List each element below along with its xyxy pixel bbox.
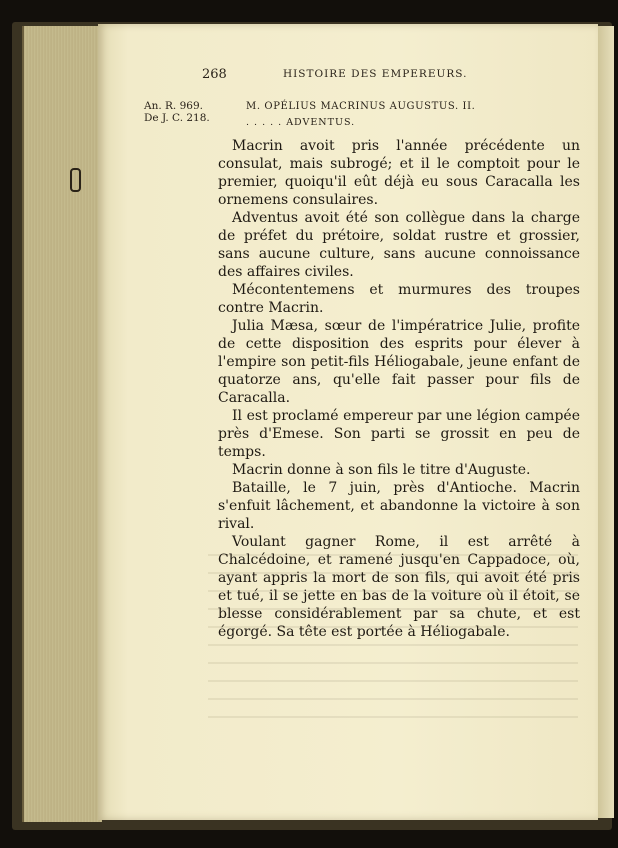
page-header: [98, 67, 598, 83]
page-number: 268: [202, 67, 227, 82]
margin-note-line-2: De J. C. 218.: [144, 112, 210, 124]
margin-date-note: [144, 100, 210, 124]
paragraph-8: Voulant gagner Rome, il est arrêté à Chalcédoine, et ramené jusqu'en Cappadoce, où, ayant appris la mort de son fils, qui avoit été pris et tué, il se jette en bas de la voiture où il étoit, se blesse considérablement par sa chute, et est égorgé. Sa tête est portée à Héliogabale.: [218, 534, 580, 640]
next-page-edge: [597, 26, 614, 818]
paragraph-3: Mécontentemens et murmures des troupes contre Macrin.: [218, 282, 580, 316]
paragraph-2: Adventus avoit été son collègue dans la charge de préfet du prétoire, soldat rustre et grossier, sans aucune culture, sans aucune connoissance des affaires civiles.: [218, 210, 580, 280]
paragraph-5: Il est proclamé empereur par une légion campée près d'Emese. Son parti se grossit en peu de temps.: [218, 408, 580, 460]
running-title: HISTOIRE DES EMPEREURS.: [283, 68, 468, 80]
paragraph-1: Macrin avoit pris l'année précédente un consulat, mais subrogé; et il le comptoit pour le premier, quoiqu'il eût déjà eu sous Caracalla les ornemens consulaires.: [218, 138, 580, 208]
bleed-through-text: [208, 554, 578, 754]
paragraph-7: Bataille, le 7 juin, près d'Antioche. Macrin s'enfuit lâchement, et abandonne la victoire à son rival.: [218, 480, 580, 532]
paragraph-6: Macrin donne à son fils le titre d'Auguste.: [232, 462, 531, 478]
section-title: M. OPÉLIUS MACRINUS AUGUSTUS. II.: [246, 101, 476, 112]
paper-clip-mark: [70, 168, 81, 192]
page-edges: [22, 26, 102, 822]
section-subtitle: . . . . . ADVENTUS.: [246, 117, 356, 128]
book-page: [98, 24, 598, 820]
margin-note-line-1: An. R. 969.: [144, 100, 203, 112]
paragraph-4: Julia Mæsa, sœur de l'impératrice Julie, profite de cette disposition des esprits pour élever à l'empire son petit-fils Héliogabale, jeune enfant de quatorze ans, qu'elle fait passer pour fils de Caracalla.: [218, 318, 580, 406]
